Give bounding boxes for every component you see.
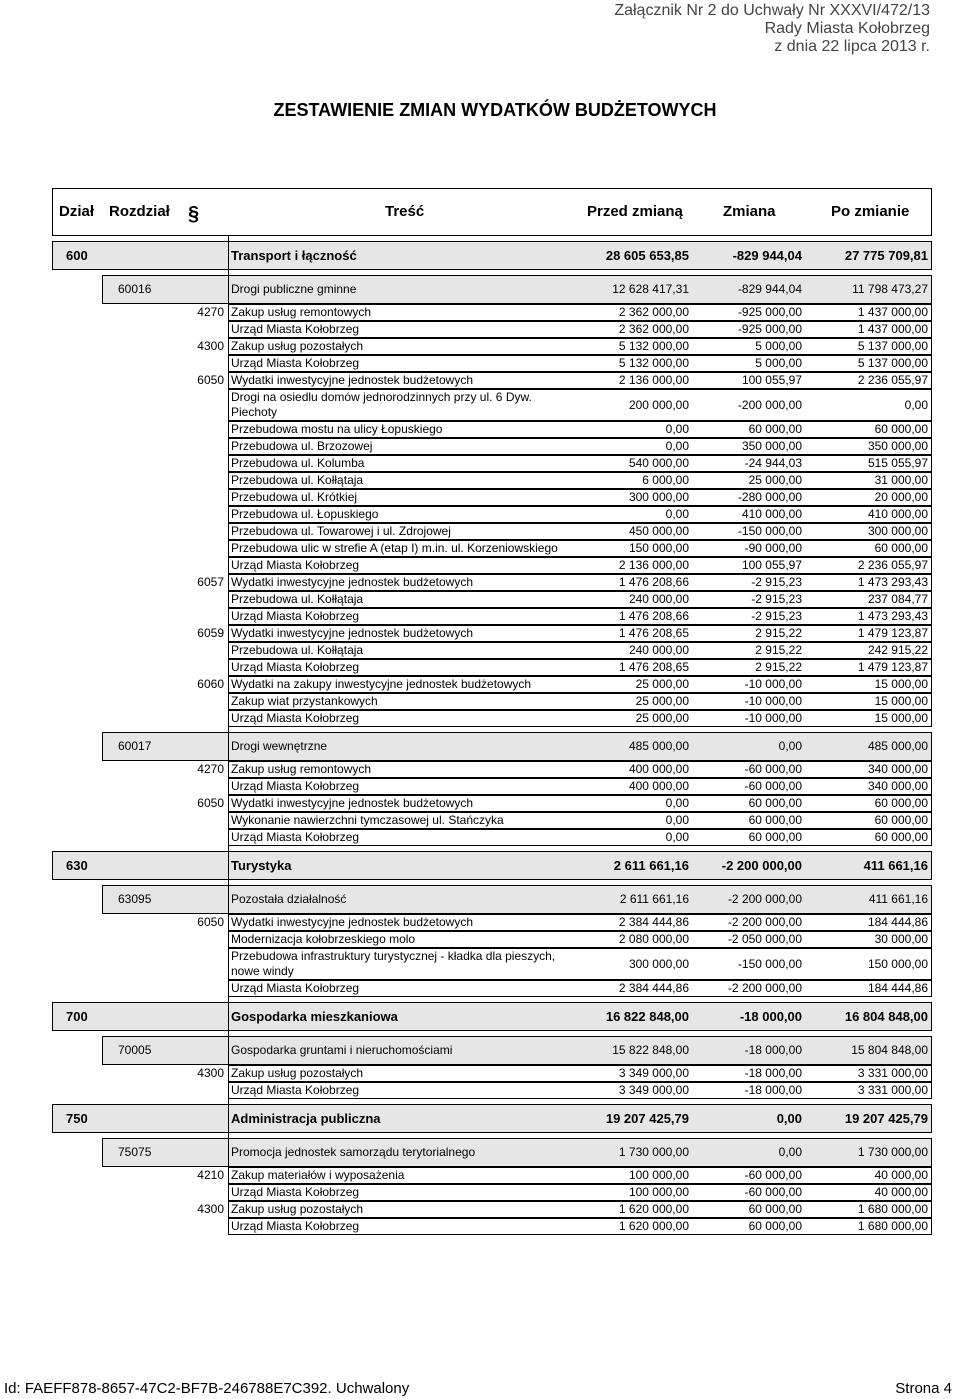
value-po: 1 479 123,87: [857, 660, 928, 674]
row-description: Urząd Miasta Kołobrzeg: [231, 981, 360, 995]
value-przed: 19 207 425,79: [605, 1111, 689, 1126]
value-zmiana: -10 000,00: [744, 711, 802, 725]
value-zmiana: 2 915,22: [755, 643, 802, 657]
table-row: [52, 693, 932, 710]
table-row: [52, 795, 932, 812]
row-description: Przebudowa ulic w strefie A (etap I) m.in. ul. Korzeniowskiego: [231, 541, 558, 555]
row-description: Wydatki inwestycyjne jednostek budżetowych: [231, 915, 474, 929]
table-row: [52, 761, 932, 778]
value-po: 350 000,00: [867, 439, 928, 453]
header-rozdzial: Rozdział: [109, 203, 170, 220]
value-zmiana: -829 944,04: [732, 248, 802, 263]
value-przed: 0,00: [665, 830, 689, 844]
row-description: Transport i łączność: [231, 248, 357, 263]
value-po: 5 137 000,00: [857, 356, 928, 370]
value-przed: 1 620 000,00: [618, 1219, 689, 1233]
row-description: Zakup usług remontowych: [231, 762, 372, 776]
row-code: 6050: [197, 796, 224, 810]
value-przed: 240 000,00: [628, 592, 689, 606]
row-description: Przebudowa ul. Kolumba: [231, 456, 365, 470]
value-zmiana: -18 000,00: [744, 1083, 802, 1097]
value-po: 0,00: [904, 398, 928, 412]
value-zmiana: -2 200 000,00: [727, 981, 802, 995]
value-przed: 540 000,00: [628, 456, 689, 470]
header-przed: Przed zmianą: [587, 203, 683, 220]
value-po: 300 000,00: [867, 524, 928, 538]
table-row: [52, 676, 932, 693]
value-zmiana: -10 000,00: [744, 694, 802, 708]
table-row: [52, 727, 932, 761]
row-description: Drogi na osiedlu domów jednorodzinnych przy ul. 6 Dyw. Piechoty: [231, 390, 532, 419]
row-description: Urząd Miasta Kołobrzeg: [231, 1083, 360, 1097]
value-przed: 6 000,00: [642, 473, 689, 487]
value-po: 242 915,22: [867, 643, 928, 657]
value-po: 410 000,00: [867, 507, 928, 521]
row-description: Administracja publiczna: [231, 1111, 381, 1126]
value-przed: 100 000,00: [628, 1185, 689, 1199]
value-zmiana: 60 000,00: [748, 1202, 802, 1216]
row-code: 6059: [197, 626, 224, 640]
table-row: [52, 812, 932, 829]
row-code: 4300: [197, 1066, 224, 1080]
value-przed: 25 000,00: [635, 711, 689, 725]
row-description: Wydatki inwestycyjne jednostek budżetowych: [231, 796, 474, 810]
row-description: Wydatki inwestycyjne jednostek budżetowych: [231, 373, 474, 387]
row-description: Urząd Miasta Kołobrzeg: [231, 609, 360, 623]
table-row: [52, 236, 932, 270]
value-zmiana: -60 000,00: [744, 762, 802, 776]
row-description: Gospodarka mieszkaniowa: [231, 1009, 398, 1024]
value-zmiana: 0,00: [778, 1145, 802, 1159]
attachment-line: Rady Miasta Kołobrzeg: [764, 20, 930, 37]
table-row: [52, 1167, 932, 1184]
value-zmiana: -2 915,23: [751, 592, 802, 606]
value-po: 184 444,86: [867, 915, 928, 929]
value-zmiana: -10 000,00: [744, 677, 802, 691]
row-code: 600: [66, 248, 88, 263]
value-po: 60 000,00: [874, 796, 928, 810]
value-zmiana: -150 000,00: [737, 957, 802, 971]
value-zmiana: 60 000,00: [748, 813, 802, 827]
value-po: 1 730 000,00: [857, 1145, 928, 1159]
row-description: Promocja jednostek samorządu terytorialnego: [231, 1145, 476, 1159]
value-zmiana: -60 000,00: [744, 1168, 802, 1182]
value-przed: 2 611 661,16: [619, 892, 689, 906]
row-description: Wydatki inwestycyjne jednostek budżetowych: [231, 626, 474, 640]
value-zmiana: -2 200 000,00: [727, 915, 802, 929]
value-po: 2 236 055,97: [857, 373, 928, 387]
value-po: 16 804 848,00: [844, 1009, 928, 1024]
table-row: [52, 591, 932, 608]
row-code: 60017: [118, 739, 152, 753]
value-po: 515 055,97: [867, 456, 928, 470]
row-code: 6050: [197, 915, 224, 929]
row-description: Zakup materiałów i wyposażenia: [231, 1168, 405, 1182]
table-row: [52, 438, 932, 455]
table-row: [52, 1218, 932, 1235]
row-code: 700: [66, 1009, 88, 1024]
header-tresc: Treść: [385, 203, 425, 220]
row-description: Przebudowa ul. Kołłątaja: [231, 643, 364, 657]
value-po: 40 000,00: [874, 1185, 928, 1199]
table-row: [52, 778, 932, 795]
value-zmiana: 2 915,22: [755, 626, 802, 640]
table-row: [52, 1184, 932, 1201]
value-przed: 12 628 417,31: [612, 282, 689, 296]
value-przed: 16 822 848,00: [605, 1009, 689, 1024]
table-row: [52, 1082, 932, 1099]
row-description: Gospodarka gruntami i nieruchomościami: [231, 1043, 453, 1057]
value-przed: 150 000,00: [628, 541, 689, 555]
value-zmiana: -200 000,00: [737, 398, 802, 412]
value-przed: 1 476 208,66: [618, 609, 689, 623]
row-description: Wykonanie nawierzchni tymczasowej ul. Stańczyka: [231, 813, 504, 827]
value-zmiana: -60 000,00: [744, 779, 802, 793]
value-przed: 0,00: [665, 813, 689, 827]
attachment-note: [614, 2, 930, 56]
table-row: [52, 829, 932, 846]
value-po: 237 084,77: [867, 592, 928, 606]
value-po: 1 473 293,43: [857, 575, 928, 589]
attachment-line: Załącznik Nr 2 do Uchwały Nr XXXVI/472/13: [614, 2, 930, 19]
row-description: Przebudowa ul. Brzozowej: [231, 439, 373, 453]
table-row: [52, 270, 932, 304]
value-zmiana: 2 915,22: [755, 660, 802, 674]
value-po: 340 000,00: [867, 762, 928, 776]
value-przed: 300 000,00: [628, 957, 689, 971]
row-description: Modernizacja kołobrzeskiego molo: [231, 932, 416, 946]
value-zmiana: -60 000,00: [744, 1185, 802, 1199]
table-row: [52, 321, 932, 338]
value-po: 60 000,00: [874, 541, 928, 555]
row-description: Zakup wiat przystankowych: [231, 694, 378, 708]
header-dzial: Dział: [59, 203, 95, 220]
table-row: [52, 914, 932, 931]
value-przed: 2 384 444,86: [618, 915, 689, 929]
value-po: 11 798 473,27: [852, 282, 928, 296]
value-zmiana: -925 000,00: [737, 305, 802, 319]
table-row: [52, 574, 932, 591]
row-description: Przebudowa ul. Łopuskiego: [231, 507, 379, 521]
row-code: 4270: [197, 762, 224, 776]
value-po: 19 207 425,79: [844, 1111, 928, 1126]
table-row: [52, 608, 932, 625]
row-code: 4210: [197, 1168, 224, 1182]
value-zmiana: -2 915,23: [751, 575, 802, 589]
value-przed: 25 000,00: [635, 694, 689, 708]
value-przed: 2 362 000,00: [618, 305, 689, 319]
value-przed: 25 000,00: [635, 677, 689, 691]
table-row: [52, 1099, 932, 1133]
header-po: Po zmianie: [831, 203, 910, 220]
value-przed: 3 349 000,00: [618, 1083, 689, 1097]
table-header: [52, 188, 932, 236]
row-description: Urząd Miasta Kołobrzeg: [231, 1185, 360, 1199]
row-description: Pozostała działalność: [231, 892, 347, 906]
value-po: 411 661,16: [868, 892, 928, 906]
value-po: 40 000,00: [874, 1168, 928, 1182]
row-code: 4300: [197, 339, 224, 353]
value-zmiana: 60 000,00: [748, 422, 802, 436]
value-po: 15 000,00: [874, 694, 928, 708]
value-po: 20 000,00: [874, 490, 928, 504]
table-row: [52, 557, 932, 574]
document-id: Id: FAEFF878-8657-47C2-BF7B-246788E7C392. Uchwalony: [4, 1380, 410, 1397]
table-row: [52, 372, 932, 389]
value-zmiana: 60 000,00: [748, 1219, 802, 1233]
value-przed: 1 476 208,65: [618, 660, 689, 674]
table-row: [52, 421, 932, 438]
value-zmiana: 100 055,97: [741, 558, 802, 572]
table-row: [52, 540, 932, 557]
value-przed: 1 620 000,00: [618, 1202, 689, 1216]
value-zmiana: -24 944,03: [744, 456, 802, 470]
value-przed: 485 000,00: [628, 739, 689, 753]
table-row: [52, 846, 932, 880]
value-przed: 2 136 000,00: [618, 373, 689, 387]
value-przed: 300 000,00: [628, 490, 689, 504]
value-przed: 2 611 661,16: [613, 858, 689, 873]
value-zmiana: 0,00: [776, 1111, 802, 1126]
row-description: Przebudowa ul. Kołłątaja: [231, 473, 364, 487]
value-po: 15 000,00: [874, 677, 928, 691]
row-code: 4300: [197, 1202, 224, 1216]
value-przed: 0,00: [665, 439, 689, 453]
value-przed: 240 000,00: [628, 643, 689, 657]
value-po: 150 000,00: [867, 957, 928, 971]
row-description: Przebudowa ul. Kołłątaja: [231, 592, 364, 606]
value-po: 60 000,00: [874, 830, 928, 844]
value-po: 411 661,16: [863, 858, 928, 873]
value-po: 31 000,00: [874, 473, 928, 487]
value-zmiana: 5 000,00: [755, 339, 802, 353]
value-po: 485 000,00: [867, 739, 928, 753]
header-section: §: [188, 203, 200, 225]
row-description: Wydatki na zakupy inwestycyjne jednostek budżetowych: [231, 677, 532, 691]
table-row: [52, 948, 932, 980]
value-zmiana: -2 200 000,00: [727, 892, 802, 906]
value-zmiana: -18 000,00: [744, 1043, 802, 1057]
value-przed: 1 730 000,00: [618, 1145, 689, 1159]
table-row: [52, 980, 932, 997]
value-po: 1 437 000,00: [857, 322, 928, 336]
row-description: Urząd Miasta Kołobrzeg: [231, 779, 360, 793]
row-description: Urząd Miasta Kołobrzeg: [231, 711, 360, 725]
value-przed: 200 000,00: [628, 398, 689, 412]
value-przed: 2 384 444,86: [618, 981, 689, 995]
value-zmiana: -2 915,23: [751, 609, 802, 623]
row-description: Turystyka: [231, 858, 292, 873]
table-row: [52, 1201, 932, 1218]
value-przed: 1 476 208,65: [618, 626, 689, 640]
value-przed: 450 000,00: [628, 524, 689, 538]
value-przed: 5 132 000,00: [618, 356, 689, 370]
table-row: [52, 1031, 932, 1065]
value-zmiana: 350 000,00: [741, 439, 802, 453]
value-po: 1 437 000,00: [857, 305, 928, 319]
table-row: [52, 506, 932, 523]
rozdzial-guide-line: [228, 236, 229, 1235]
value-zmiana: -829 944,04: [737, 282, 802, 296]
row-description: Drogi publiczne gminne: [231, 282, 357, 296]
value-po: 184 444,86: [867, 981, 928, 995]
value-zmiana: 5 000,00: [755, 356, 802, 370]
row-code: 6050: [197, 373, 224, 387]
row-description: Urząd Miasta Kołobrzeg: [231, 660, 360, 674]
value-po: 1 680 000,00: [857, 1202, 928, 1216]
table-row: [52, 338, 932, 355]
value-po: 15 000,00: [874, 711, 928, 725]
value-przed: 0,00: [665, 796, 689, 810]
row-code: 75075: [118, 1145, 152, 1159]
table-row: [52, 304, 932, 321]
value-zmiana: 60 000,00: [748, 796, 802, 810]
row-code: 70005: [118, 1043, 152, 1057]
row-description: Urząd Miasta Kołobrzeg: [231, 322, 360, 336]
table-row: [52, 710, 932, 727]
value-przed: 5 132 000,00: [618, 339, 689, 353]
value-zmiana: 100 055,97: [741, 373, 802, 387]
value-po: 5 137 000,00: [857, 339, 928, 353]
value-przed: 400 000,00: [628, 779, 689, 793]
table-row: [52, 389, 932, 421]
row-description: Drogi wewnętrzne: [231, 739, 328, 753]
table-row: [52, 489, 932, 506]
table-row: [52, 1065, 932, 1082]
value-zmiana: 60 000,00: [748, 830, 802, 844]
value-po: 27 775 709,81: [844, 248, 928, 263]
value-zmiana: 25 000,00: [748, 473, 802, 487]
value-zmiana: -90 000,00: [744, 541, 802, 555]
value-przed: 100 000,00: [628, 1168, 689, 1182]
row-code: 630: [66, 858, 88, 873]
value-przed: 28 605 653,85: [605, 248, 689, 263]
row-code: 60016: [118, 282, 152, 296]
table-row: [52, 931, 932, 948]
page-number: Strona 4: [895, 1380, 952, 1397]
value-po: 1 473 293,43: [857, 609, 928, 623]
row-description: Przebudowa ul. Krótkiej: [231, 490, 358, 504]
value-zmiana: -925 000,00: [737, 322, 802, 336]
table-row: [52, 355, 932, 372]
value-przed: 0,00: [665, 507, 689, 521]
row-description: Urząd Miasta Kołobrzeg: [231, 356, 360, 370]
value-przed: 0,00: [665, 422, 689, 436]
value-po: 3 331 000,00: [857, 1066, 928, 1080]
value-po: 1 680 000,00: [857, 1219, 928, 1233]
value-po: 60 000,00: [874, 422, 928, 436]
row-description: Urząd Miasta Kołobrzeg: [231, 558, 360, 572]
value-po: 2 236 055,97: [857, 558, 928, 572]
value-przed: 400 000,00: [628, 762, 689, 776]
page-title: ZESTAWIENIE ZMIAN WYDATKÓW BUDŻETOWYCH: [273, 100, 717, 120]
row-description: Zakup usług remontowych: [231, 305, 372, 319]
row-description: Przebudowa mostu na ulicy Łopuskiego: [231, 422, 443, 436]
table-row: [52, 523, 932, 540]
value-przed: 15 822 848,00: [612, 1043, 689, 1057]
row-code: 4270: [197, 305, 224, 319]
row-description: Zakup usług pozostałych: [231, 1202, 364, 1216]
row-description: Urząd Miasta Kołobrzeg: [231, 1219, 360, 1233]
value-przed: 2 362 000,00: [618, 322, 689, 336]
table-row: [52, 880, 932, 914]
value-przed: 3 349 000,00: [618, 1066, 689, 1080]
value-po: 15 804 848,00: [851, 1043, 928, 1057]
value-po: 60 000,00: [874, 813, 928, 827]
row-code: 6060: [197, 677, 224, 691]
table-row: [52, 1133, 932, 1167]
row-description: Wydatki inwestycyjne jednostek budżetowych: [231, 575, 474, 589]
table-row: [52, 472, 932, 489]
value-zmiana: -2 200 000,00: [721, 858, 802, 873]
value-zmiana: 410 000,00: [741, 507, 802, 521]
row-description: Urząd Miasta Kołobrzeg: [231, 830, 360, 844]
value-przed: 2 080 000,00: [618, 932, 689, 946]
row-code: 750: [66, 1111, 88, 1126]
table-row: [52, 997, 932, 1031]
row-description: Przebudowa ul. Towarowej i ul. Zdrojowej: [231, 524, 451, 538]
table-row: [52, 659, 932, 676]
value-po: 1 479 123,87: [857, 626, 928, 640]
row-description: Zakup usług pozostałych: [231, 339, 364, 353]
value-zmiana: -18 000,00: [744, 1066, 802, 1080]
value-po: 340 000,00: [867, 779, 928, 793]
value-zmiana: 0,00: [778, 739, 802, 753]
row-description: Zakup usług pozostałych: [231, 1066, 364, 1080]
value-zmiana: -2 050 000,00: [727, 932, 802, 946]
table-row: [52, 642, 932, 659]
header-zmiana: Zmiana: [723, 203, 776, 220]
value-po: 30 000,00: [874, 932, 928, 946]
value-zmiana: -18 000,00: [739, 1009, 802, 1024]
table-row: [52, 625, 932, 642]
row-description: Przebudowa infrastruktury turystycznej - kładka dla pieszych, nowe windy: [231, 949, 556, 978]
value-po: 3 331 000,00: [857, 1083, 928, 1097]
row-code: 63095: [118, 892, 152, 906]
value-przed: 1 476 208,66: [618, 575, 689, 589]
value-zmiana: -150 000,00: [737, 524, 802, 538]
value-przed: 2 136 000,00: [618, 558, 689, 572]
value-zmiana: -280 000,00: [737, 490, 802, 504]
table-row: [52, 455, 932, 472]
row-code: 6057: [197, 575, 224, 589]
attachment-line: z dnia 22 lipca 2013 r.: [774, 38, 930, 55]
